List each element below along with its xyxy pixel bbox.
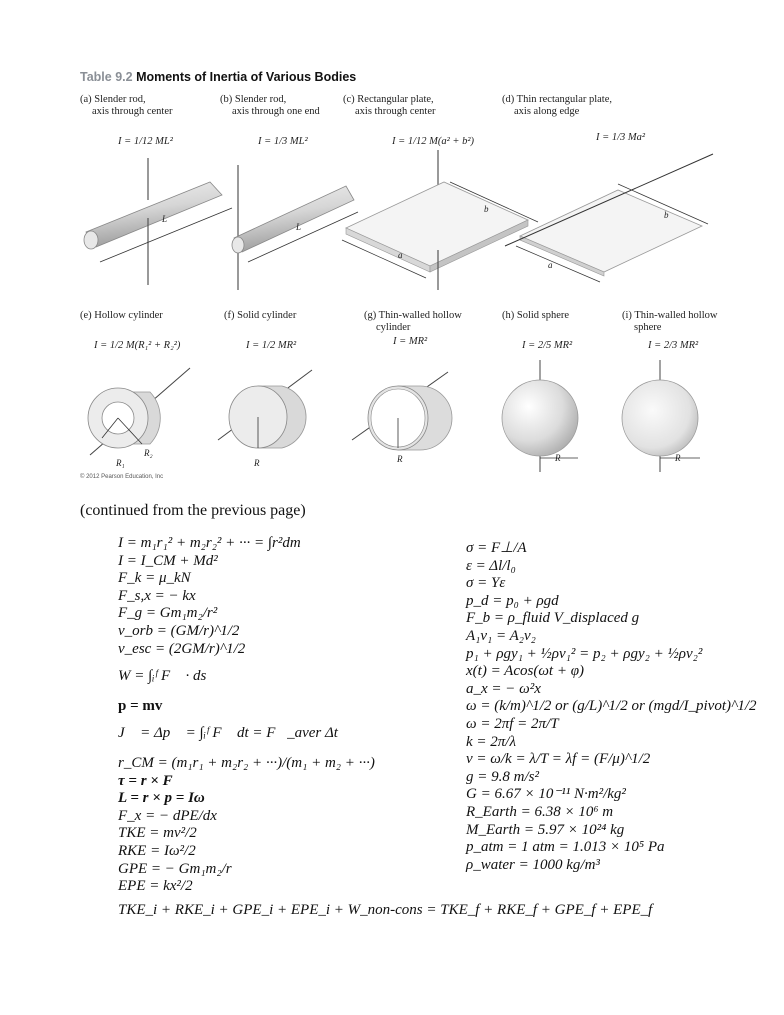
label-a-L: L: [162, 214, 168, 224]
formula-g: I = MR²: [393, 336, 428, 347]
solid-cylinder-figure: [218, 370, 312, 468]
eq-left: GPE = − Gm₁m₂/r: [118, 860, 232, 877]
eq-right: G = 6.67 × 10⁻¹¹ N·m²/kg²: [466, 786, 626, 803]
label-d-b: b: [664, 210, 669, 220]
eq-right: σ = Yε: [466, 575, 506, 592]
eq-left: F_s,x = − kx: [118, 587, 196, 604]
right-equations: [466, 540, 757, 874]
eq-left: F_x = − dPE/dx: [118, 807, 217, 824]
eq-right: A₁v₁ = A₂v₂: [466, 627, 536, 644]
eq-right: ρ_water = 1000 kg/m³: [466, 856, 600, 873]
solid-sphere-figure: [502, 360, 578, 472]
label-c-b: b: [484, 204, 489, 214]
eq-left: RKE = Iω²/2: [118, 842, 196, 859]
label-e-r2: R₂: [144, 448, 153, 458]
caption-d: (d) Thin rectangular plate, axis along edge: [502, 94, 613, 117]
figure-row-1: [0, 0, 784, 480]
eq-right: g = 9.8 m/s²: [466, 768, 539, 785]
caption-b: (b) Slender rod, axis through one end: [220, 94, 320, 117]
eq-right: p_d = p₀ + ρgd: [466, 592, 559, 609]
rod-center-figure: [84, 158, 232, 285]
eq-left: p = mv: [118, 697, 163, 714]
formula-a: I = 1/12 ML²: [118, 136, 173, 147]
caption-c: (c) Rectangular plate, axis through center: [343, 94, 436, 117]
eq-left: r_CM = (m₁r₁ + m₂r₂ + ···)/(m₁ + m₂ + ···): [118, 754, 375, 771]
plate-edge-figure: [505, 154, 713, 282]
eq-left: τ = r × F: [118, 772, 173, 789]
formula-i: I = 2/3 MR²: [648, 340, 699, 351]
table-number: Table 9.2: [80, 70, 133, 84]
eq-left: v_orb = (GM/r)^1/2: [118, 622, 240, 639]
caption-f: (f) Solid cylinder: [224, 310, 297, 321]
formula-h: I = 2/5 MR²: [522, 340, 573, 351]
eq-left: I = I_CM + Md²: [118, 552, 218, 569]
thin-sphere-figure: [622, 360, 700, 472]
label-d-a: a: [548, 260, 553, 270]
eq-right: ω = (k/m)^1/2 or (g/L)^1/2 or (mgd/I_pivot)^1/2: [466, 698, 757, 715]
eq-left: F_k = μ_kN: [118, 570, 191, 587]
caption-e: (e) Hollow cylinder: [80, 310, 163, 321]
formula-f: I = 1/2 MR²: [246, 340, 297, 351]
eq-left: I = m₁r₁² + m₂r₂² + ··· = ∫r²dm: [118, 535, 301, 551]
rod-end-figure: [232, 165, 358, 290]
eq-left: TKE = mv²/2: [118, 825, 197, 842]
continued-heading: (continued from the previous page): [80, 502, 306, 519]
eq-left-impulse: J⃗ = Δp⃗ = ∫ᵢᶠ F⃗ dt = F⃗_aver Δt: [118, 725, 338, 742]
table-title-text: Moments of Inertia of Various Bodies: [136, 70, 357, 84]
eq-right: p₁ + ρgy₁ + ½ρv₁² = p₂ + ρgy₂ + ½ρv₂²: [466, 645, 703, 662]
eq-left: L = r × p = Iω: [118, 790, 205, 807]
caption-a: (a) Slender rod, axis through center: [80, 94, 173, 117]
eq-right: M_Earth = 5.97 × 10²⁴ kg: [466, 821, 625, 838]
left-equations: [118, 535, 375, 896]
formula-e: I = 1/2 M(R₁² + R₂²): [94, 340, 181, 351]
label-g-r: R: [397, 454, 403, 464]
label-c-a: a: [398, 250, 403, 260]
label-h-r: R: [555, 453, 561, 463]
label-e-r1: R₁: [116, 458, 125, 468]
eq-right: F_b = ρ_fluid V_displaced g: [466, 610, 640, 627]
copyright: © 2012 Pearson Education, Inc: [80, 474, 164, 480]
eq-right: ω = 2πf = 2π/T: [466, 715, 559, 732]
eq-right: R_Earth = 6.38 × 10⁶ m: [466, 803, 614, 820]
eq-left: EPE = kx²/2: [118, 878, 193, 895]
formula-b: I = 1/3 ML²: [258, 136, 308, 147]
label-b-L: L: [296, 222, 302, 232]
label-f-r: R: [254, 458, 260, 468]
caption-g: (g) Thin-walled hollow cylinder: [364, 310, 462, 333]
plate-center-figure: [342, 150, 538, 290]
eq-right: k = 2π/λ: [466, 733, 516, 750]
formula-c: I = 1/12 M(a² + b²): [392, 136, 474, 147]
formula-d: I = 1/3 Ma²: [596, 132, 646, 143]
caption-h: (h) Solid sphere: [502, 310, 570, 321]
energy-equation: TKE_i + RKE_i + GPE_i + EPE_i + W_non-cons = TKE_f + RKE_f + GPE_f + EPE_f: [118, 902, 653, 918]
eq-right: v = ω/k = λ/T = λf = (F/μ)^1/2: [466, 751, 651, 768]
eq-left: F_g = Gm₁m₂/r²: [118, 605, 218, 622]
hollow-cylinder-figure: [88, 368, 190, 468]
eq-right: ε = Δl/l₀: [466, 557, 516, 574]
caption-i: (i) Thin-walled hollow sphere: [622, 310, 718, 333]
label-i-r: R: [675, 453, 681, 463]
eq-left: v_esc = (2GM/r)^1/2: [118, 640, 246, 657]
thin-cylinder-figure: [352, 372, 452, 464]
eq-right: p_atm = 1 atm = 1.013 × 10⁵ Pa: [466, 839, 665, 856]
eq-right: a_x = − ω²x: [466, 680, 541, 697]
eq-left-work: W = ∫ᵢᶠ F⃗ · ds⃗: [118, 668, 219, 685]
eq-right: x(t) = Acos(ωt + φ): [466, 663, 584, 680]
eq-right: σ = F⊥/A: [466, 540, 527, 556]
